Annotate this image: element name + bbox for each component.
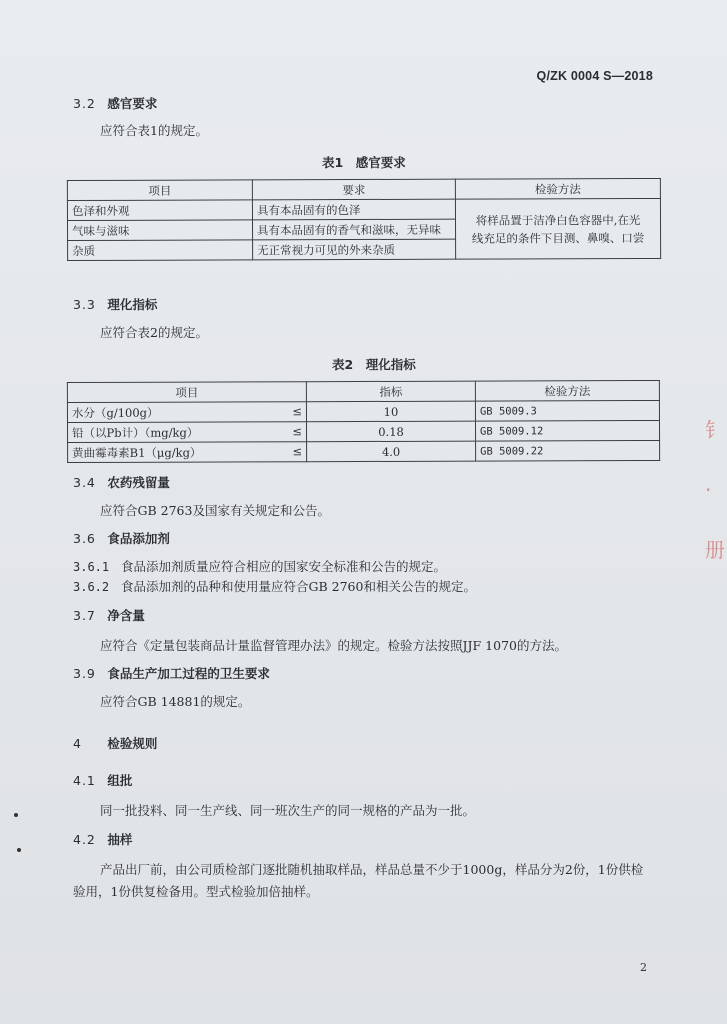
section-title: 理化指标: [107, 297, 158, 312]
section-3-3-heading: [73, 295, 157, 313]
table-2-physicochemical: [67, 380, 660, 463]
table-cell: 具有本品固有的香气和滋味，无异味: [253, 219, 456, 240]
document-code: Q/ZK 0004 S—2018: [536, 69, 653, 83]
chapter-4-heading: [73, 734, 157, 752]
section-title: 检验规则: [107, 736, 158, 751]
section-number: 4.2: [73, 832, 96, 847]
section-number: 4.1: [73, 773, 96, 788]
section-3-7-text: 应符合《定量包装商品计量监督管理办法》的规定。检验方法按照JJF 1070的方法。: [100, 638, 567, 653]
clause-number: 3.6.1: [73, 560, 110, 574]
section-title: 净含量: [107, 608, 145, 623]
table-cell: GB 5009.3: [475, 400, 659, 421]
section-3-4-text: 应符合GB 2763及国家有关规定和公告。: [100, 503, 330, 518]
stamp-char: 钅: [705, 418, 725, 442]
operator: ≤: [292, 423, 303, 438]
table-1-sensory: [67, 178, 661, 261]
table-row: [68, 440, 660, 462]
section-number: 3.2: [73, 96, 96, 111]
section-title: 食品添加剂: [107, 531, 170, 546]
section-title: 感官要求: [107, 96, 158, 111]
table-cell: GB 5009.12: [475, 420, 659, 441]
table-cell: GB 5009.22: [476, 440, 660, 461]
section-3-6-2: [73, 577, 476, 595]
section-number: 3.3: [73, 297, 96, 312]
method-line: 线充足的条件下目测、鼻嗅、口尝: [471, 230, 645, 246]
section-3-9-heading: [73, 664, 270, 682]
table-header: 项目: [67, 382, 306, 403]
table-cell: 杂质: [68, 240, 253, 261]
table-1-caption: 表1 感官要求: [322, 155, 406, 170]
section-title: 抽样: [107, 832, 133, 847]
section-3-3-text: 应符合表2的规定。: [100, 325, 208, 340]
section-number: 4: [73, 736, 82, 751]
table-row: [67, 400, 659, 422]
section-4-2-line2: 验用，1份供复检备用。型式检验加倍抽样。: [73, 884, 319, 899]
table-cell: 无正常视力可见的外来杂质: [253, 239, 456, 260]
stamp-char: 册: [705, 538, 725, 562]
section-3-2-text: 应符合表1的规定。: [100, 123, 208, 138]
item-label: 铅（以Pb计）（mg/kg）: [72, 425, 199, 440]
table-header: 检验方法: [475, 380, 659, 401]
table-cell: 0.18: [307, 421, 476, 442]
section-3-7-heading: [73, 606, 145, 624]
section-title: 食品生产加工过程的卫生要求: [107, 666, 270, 681]
operator: ≤: [292, 443, 303, 458]
section-4-1-heading: [73, 771, 132, 789]
binding-mark: [17, 848, 21, 852]
operator: ≤: [292, 403, 302, 418]
table-header: 指标: [306, 381, 475, 402]
method-line: 将样品置于洁净白色容器中,在光: [475, 212, 641, 228]
clause-number: 3.6.2: [73, 580, 110, 594]
section-4-1-text: 同一批投料、同一生产线、同一班次生产的同一规格的产品为一批。: [100, 803, 476, 818]
table-cell: 具有本品固有的色泽: [252, 199, 455, 220]
item-label: 黄曲霉毒素B1（μg/kg）: [72, 445, 202, 460]
section-3-6-1: [73, 557, 446, 575]
table-row: [67, 198, 660, 220]
section-3-6-heading: [73, 529, 170, 547]
table-cell: 色泽和外观: [67, 200, 252, 221]
section-number: 3.4: [73, 475, 96, 490]
section-4-2-line1: 产品出厂前，由公司质检部门逐批随机抽取样品，样品总量不少于1000g，样品分为2份，1份供检: [100, 862, 644, 877]
table-cell: 10: [306, 401, 475, 422]
section-number: 3.7: [73, 608, 96, 623]
section-3-9-text: 应符合GB 14881的规定。: [100, 694, 251, 709]
stamp-char: ·: [705, 478, 712, 502]
page-number: 2: [640, 961, 647, 974]
section-4-2-heading: [73, 830, 132, 848]
table-row: [68, 420, 660, 442]
section-3-2-heading: [73, 94, 157, 112]
table-header: 检验方法: [455, 178, 660, 199]
section-title: 组批: [107, 773, 133, 788]
table-cell: [68, 422, 307, 443]
table-cell: [67, 402, 306, 423]
table-2-caption: 表2 理化指标: [332, 357, 416, 372]
table-header: 要求: [252, 179, 455, 200]
table-cell: 4.0: [307, 441, 476, 462]
seal-stamp-fragment: [705, 400, 727, 580]
item-label: 水分（g/100g）: [71, 405, 159, 420]
method-cell: [455, 198, 660, 259]
table-cell: [68, 442, 307, 463]
table-header: 项目: [67, 180, 252, 201]
clause-text: 食品添加剂质量应符合相应的国家安全标准和公告的规定。: [120, 559, 446, 574]
table-cell: 气味与滋味: [68, 220, 253, 241]
section-3-4-heading: [73, 473, 170, 491]
binding-mark: [14, 813, 18, 817]
clause-text: 食品添加剂的品种和使用量应符合GB 2760和相关公告的规定。: [120, 579, 476, 594]
section-title: 农药残留量: [107, 475, 170, 490]
section-number: 3.9: [73, 666, 96, 681]
section-number: 3.6: [73, 531, 96, 546]
